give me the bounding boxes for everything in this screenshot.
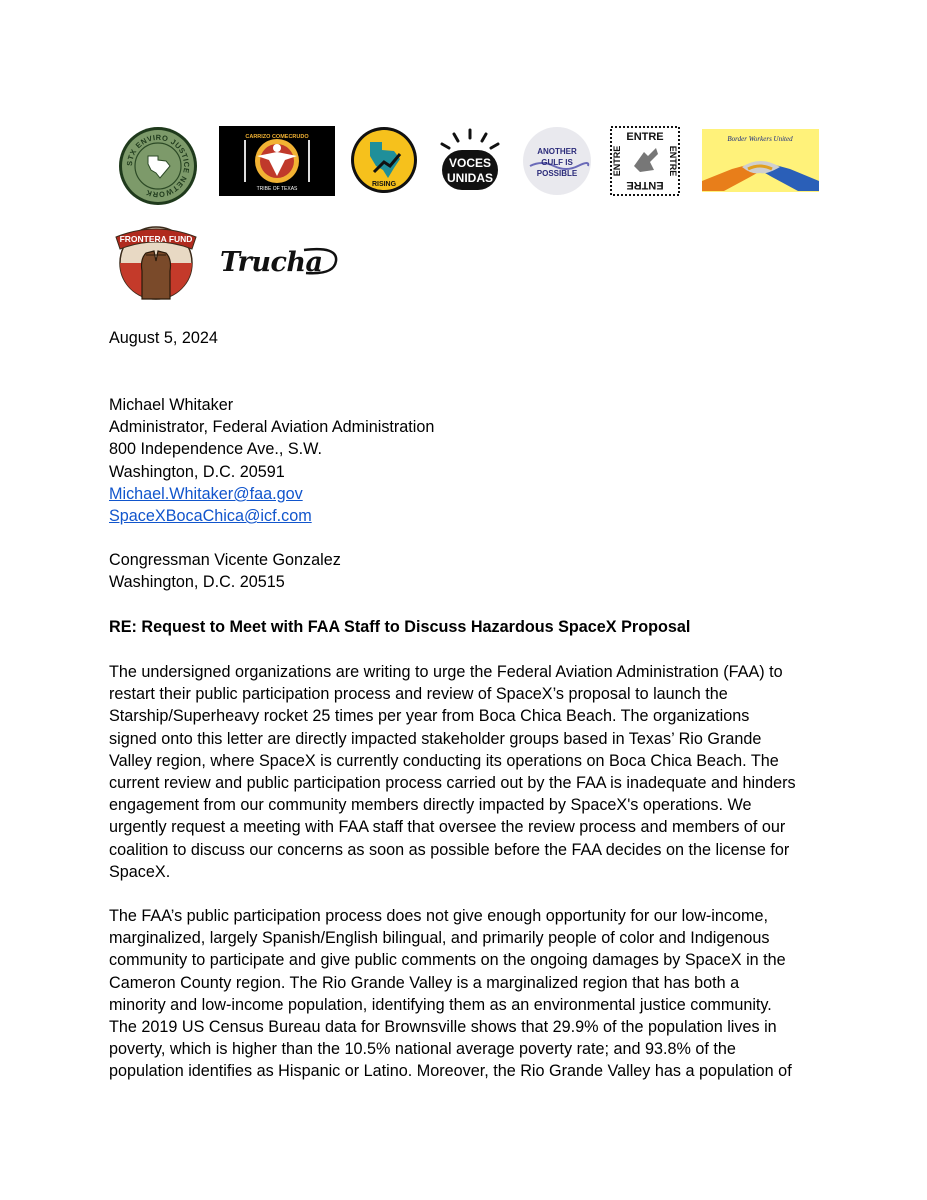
email-link-spacex-boca-chica[interactable]: SpaceXBocaChica@icf.com [109, 507, 312, 526]
another-gulf-is-possible-logo [522, 126, 592, 196]
voces-unidas-logo [436, 128, 504, 194]
texas-rising-logo [350, 126, 418, 194]
paragraph-line: Valley region, where SpaceX is currently conducting its operations on Boca Chica Beach. The [109, 751, 779, 770]
recipient-name: Congressman Vicente Gonzalez [109, 551, 341, 569]
svg-text:ENTRE: ENTRE [626, 179, 664, 191]
svg-text:UNIDAS: UNIDAS [446, 171, 494, 185]
paragraph-line: urgently request a meeting with FAA staff that oversee the review process and members of our [109, 818, 786, 837]
paragraph-line: SpaceX. [109, 862, 171, 881]
paragraph-line: The 2019 US Census Bureau data for Brownsville shows that 29.9% of the population lives in [109, 1018, 777, 1037]
svg-text:RISING: RISING [371, 181, 397, 188]
trucha-logo [218, 244, 342, 278]
recipient-city: Washington, D.C. 20515 [109, 573, 285, 592]
svg-text:ENTRE: ENTRE [612, 145, 622, 177]
paragraph-line: marginalized, largely Spanish/English bilingual, and primarily people of color and Indigenous [109, 929, 770, 948]
stx-enviro-justice-network-logo [118, 126, 198, 206]
paragraph-line: minority and low-income population, identifying them as an environmental justice community. [109, 995, 772, 1014]
svg-text:Border Workers United: Border Workers United [727, 135, 793, 143]
recipient-name: Michael Whitaker [109, 396, 234, 414]
recipient-1-address [109, 394, 829, 527]
letter-date: August 5, 2024 [109, 329, 218, 347]
recipient-title: Administrator, Federal Aviation Administration [109, 418, 435, 437]
svg-text:ENTRE: ENTRE [668, 145, 678, 177]
svg-text:GULF IS: GULF IS [541, 158, 573, 167]
paragraph-line: poverty, which is higher than the 10.5% national average poverty rate; and 93.8% of the [109, 1040, 736, 1059]
coalition-logos [0, 0, 927, 310]
paragraph-line: engagement from our community members directly impacted by SpaceX's operations. We [109, 796, 752, 815]
svg-text:TRIBE OF TEXAS: TRIBE OF TEXAS [256, 186, 298, 192]
svg-text:CARRIZO COMECRUDO: CARRIZO COMECRUDO [245, 134, 309, 140]
svg-text:FRONTERA FUND: FRONTERA FUND [119, 234, 193, 244]
svg-text:VOCES: VOCES [448, 156, 492, 170]
entre-logo [610, 126, 680, 196]
svg-text:POSSIBLE: POSSIBLE [536, 169, 578, 178]
paragraph-line: Cameron County region. The Rio Grande Valley is a marginalized region that has both a [109, 973, 740, 992]
paragraph-line: The FAA’s public participation process does not give enough opportunity for our low-income, [109, 907, 768, 925]
subject-line: RE: Request to Meet with FAA Staff to Discuss Hazardous SpaceX Proposal [109, 618, 691, 636]
svg-text:ANOTHER: ANOTHER [537, 147, 577, 156]
svg-text:STX ENVIRO JUSTICE NETWORK: STX ENVIRO JUSTICE NETWORK [124, 132, 192, 200]
paragraph-line: population identifies as Hispanic or Latino. Moreover, the Rio Grande Valley has a population of [109, 1062, 792, 1081]
paragraph-line: community to participate and give public comments on the ongoing damages by SpaceX in the [109, 951, 786, 970]
carrizo-comecrudo-tribe-logo [219, 126, 335, 196]
paragraph-2 [109, 905, 829, 1083]
border-workers-united-logo [702, 129, 819, 192]
email-link-whitaker[interactable]: Michael.Whitaker@faa.gov [109, 484, 303, 503]
paragraph-line: The undersigned organizations are writing to urge the Federal Aviation Administration (FAA) to [109, 663, 783, 681]
recipient-street: 800 Independence Ave., S.W. [109, 440, 322, 459]
recipient-2-address [109, 549, 829, 593]
paragraph-1 [109, 661, 829, 883]
recipient-city: Washington, D.C. 20591 [109, 462, 285, 481]
svg-text:Trucha: Trucha [220, 247, 323, 278]
paragraph-line: coalition to discuss our concerns as soon as possible before the FAA decides on the license for [109, 840, 790, 859]
paragraph-line: signed onto this letter are directly impacted stakeholder groups based in Texas’ Rio Grande [109, 729, 762, 748]
paragraph-line: Starship/Superheavy rocket 25 times per year from Boca Chica Beach. The organizations [109, 707, 750, 726]
paragraph-line: current review and public participation process carried out by the FAA is inadequate and hinders [109, 774, 796, 793]
svg-text:ENTRE: ENTRE [626, 131, 664, 143]
frontera-fund-logo [108, 219, 205, 301]
paragraph-line: restart their public participation process and review of SpaceX’s proposal to launch the [109, 685, 728, 704]
